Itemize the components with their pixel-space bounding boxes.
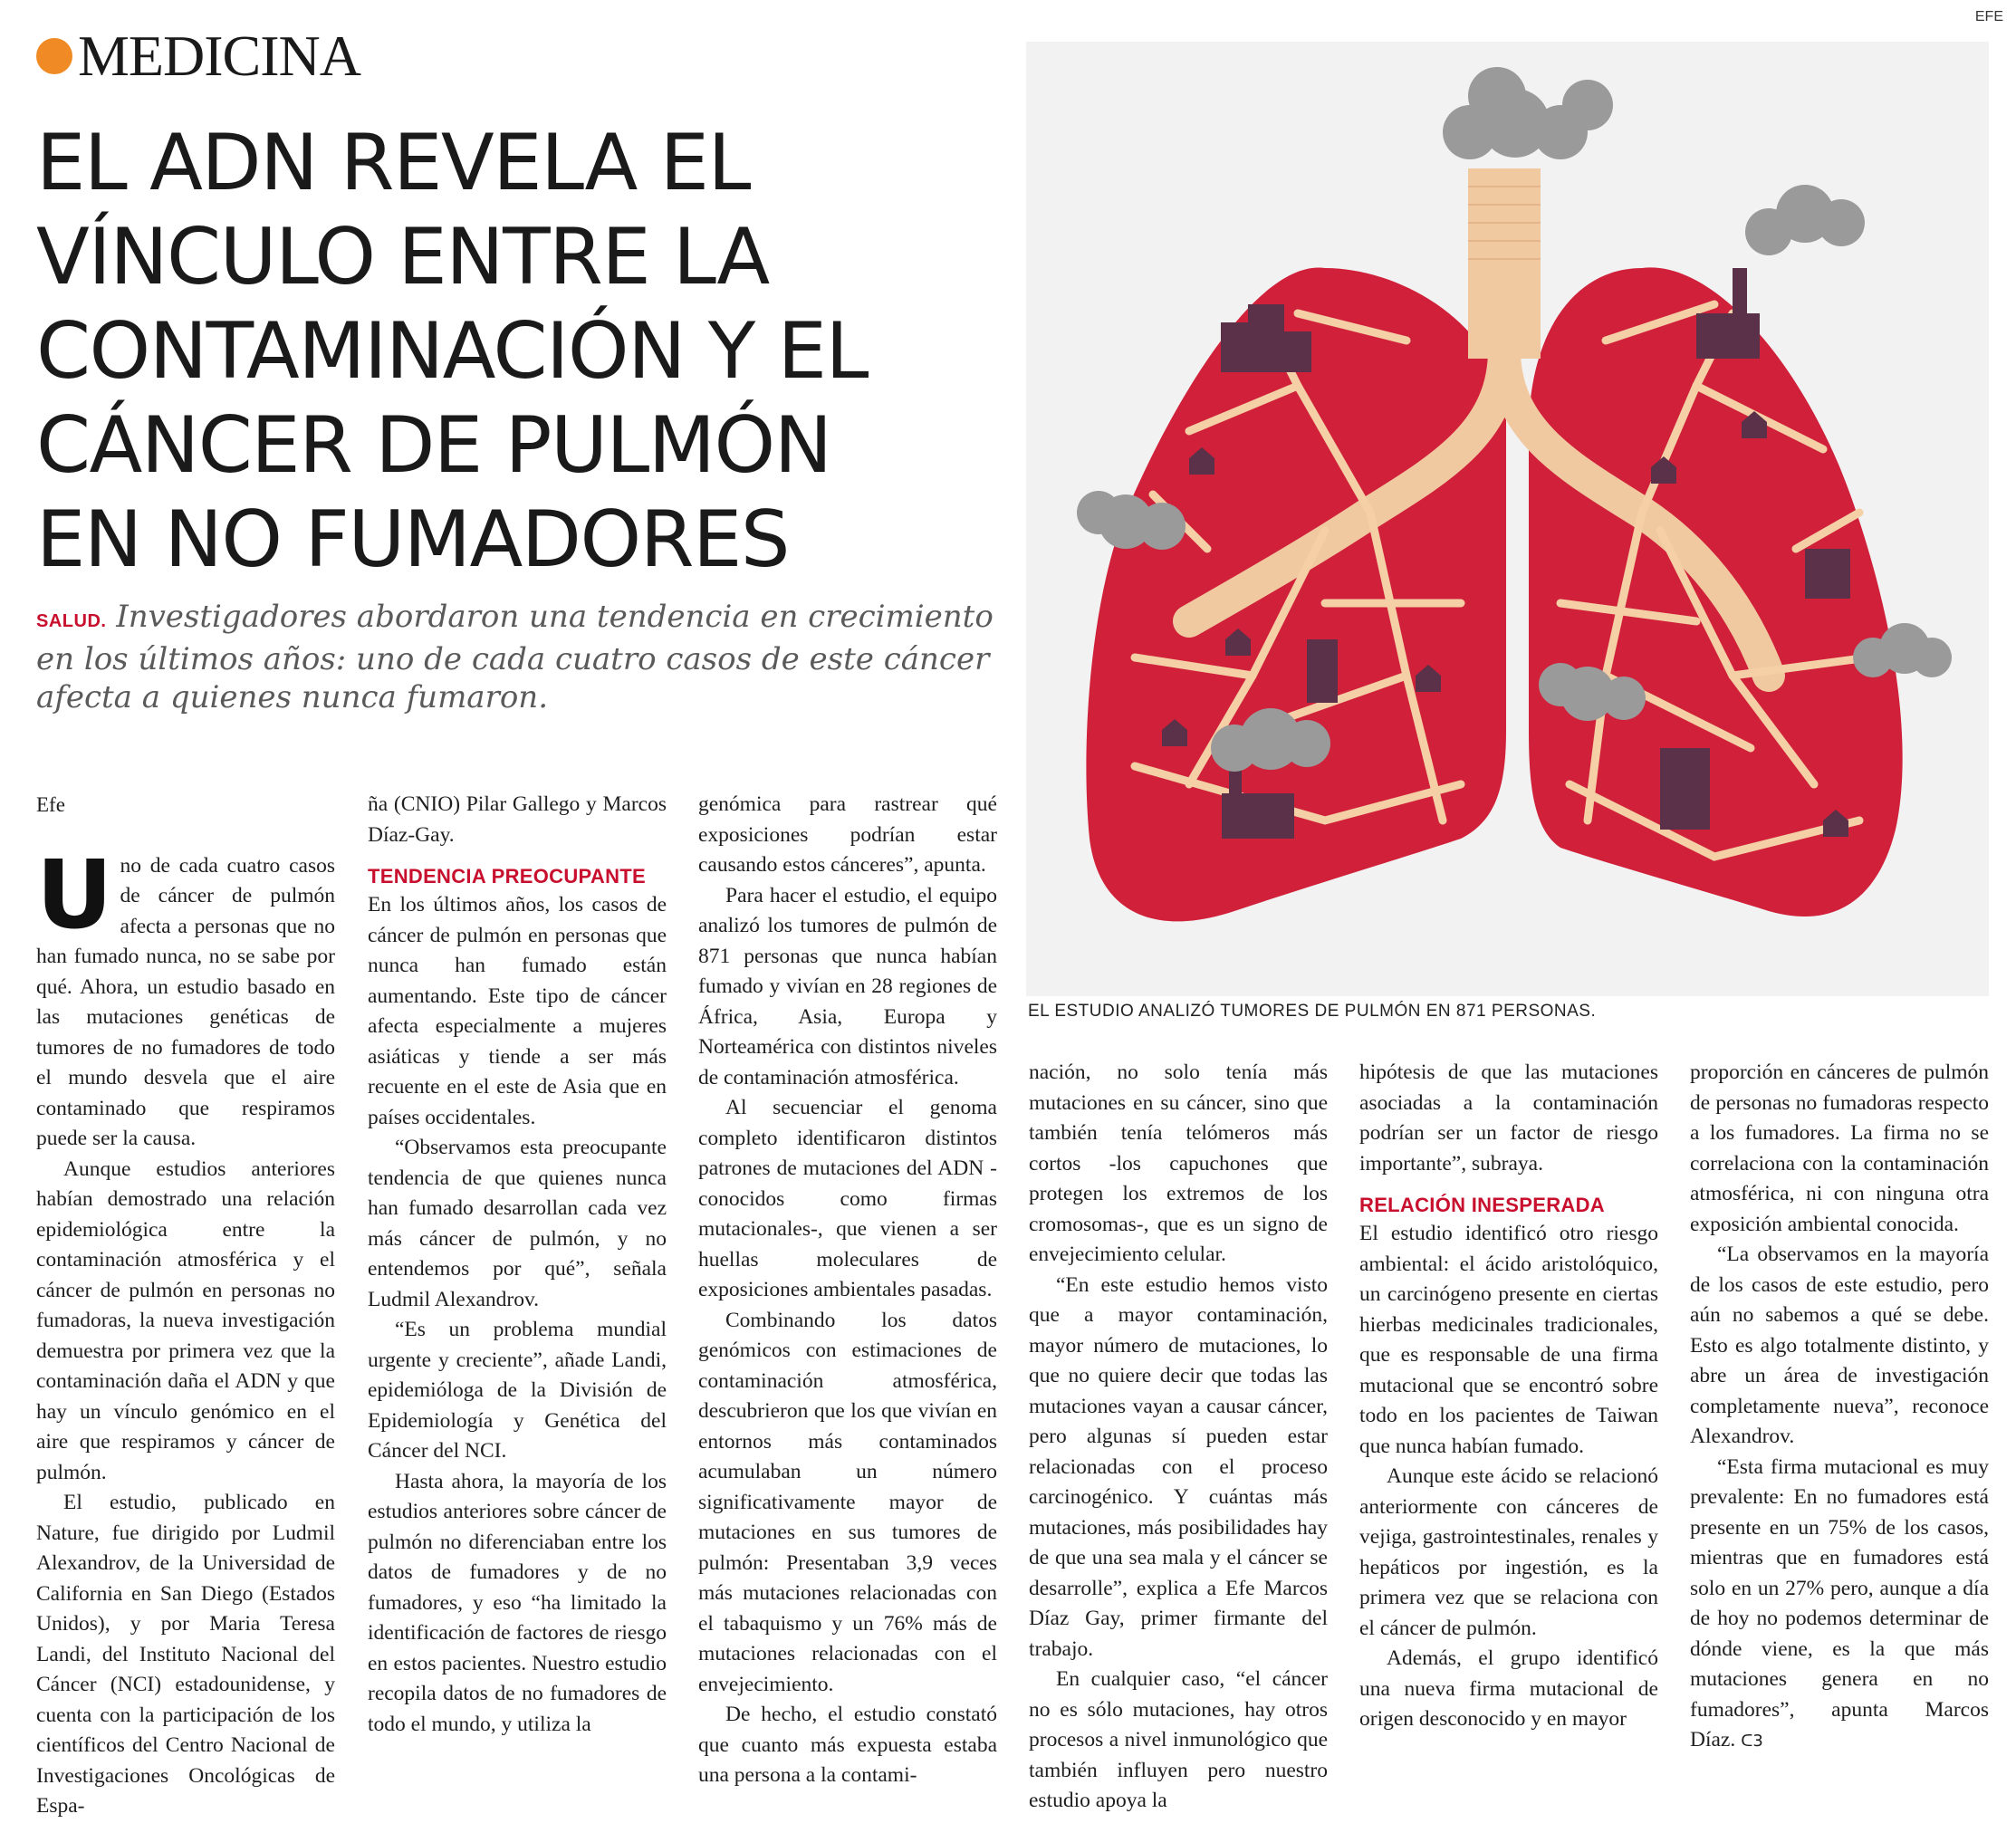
paragraph: De hecho, el estudio constató que cuanto más expuesta estaba una persona a la contami- bbox=[698, 1703, 997, 1787]
article-column-4 bbox=[1029, 1058, 1328, 1817]
paragraph: Además, el grupo identificó una nueva firma mutacional de origen desconocido y en mayor bbox=[1359, 1646, 1658, 1731]
paragraph: hipótesis de que las mutaciones asociadas a la contaminación podrían ser un factor de riesgo importante”, subraya. bbox=[1359, 1060, 1658, 1176]
subhead: RELACIÓN INESPERADA bbox=[1359, 1194, 1605, 1216]
image-caption: EL ESTUDIO ANALIZÓ TUMORES DE PULMÓN EN 871 PERSONAS. bbox=[1028, 1002, 1597, 1021]
article-column-6 bbox=[1690, 1058, 1989, 1757]
lungs-illustration bbox=[1026, 42, 1989, 996]
article-column-1 bbox=[36, 790, 335, 1822]
article-column-5 bbox=[1359, 1058, 1658, 1735]
byline: Efe bbox=[36, 793, 65, 816]
subhead: TENDENCIA PREOCUPANTE bbox=[368, 865, 646, 888]
headline bbox=[36, 116, 1023, 587]
section-dot-icon bbox=[36, 38, 72, 74]
lungs-illustration-svg bbox=[1026, 42, 1989, 996]
paragraph: Al secuenciar el genoma completo identificaron distintos patrones de mutaciones del ADN -conocidos como firmas mutacionales-, que vienen a ser huellas moleculares de exposiciones ambientales pasadas. bbox=[698, 1096, 997, 1301]
deck-tag: SALUD. bbox=[36, 611, 107, 631]
paragraph: Uno de cada cuatro casos de cáncer de pulmón afecta a personas que no han fumado nunca, no se sabe por qué. Ahora, un estudio basado en las mutaciones genéticas de tumores de no fumadores de todo el mundo desvela que el aire contaminado que respiramos puede ser la causa. bbox=[36, 839, 335, 1150]
headline-line: VÍNCULO ENTRE LA bbox=[36, 212, 769, 302]
paragraph: ña (CNIO) Pilar Gallego y Marcos Díaz-Gay. bbox=[368, 792, 667, 847]
headline-line: CONTAMINACIÓN Y EL bbox=[36, 306, 868, 397]
article-column-3 bbox=[698, 790, 997, 1791]
deck bbox=[36, 598, 996, 716]
paragraph: “En este estudio hemos visto que a mayor contaminación, mayor número de mutaciones, lo que no quiere decir que todas las mutaciones vayan a causar cáncer, pero algunas sí pueden estar relacionadas con el proceso carcinogénico. Y cuántas más mutaciones, más posibilidades hay de que una sea mala y el cáncer se desarrolle”, explica a Efe Marcos Díaz Gay, primer firmante del trabajo. bbox=[1029, 1272, 1328, 1661]
paragraph: Aunque estudios anteriores habían demostrado una relación epidemiológica entre la contaminación atmosférica y el cáncer de pulmón en personas no fumadoras, la nueva investigación demuestra por primera vez que la contaminación daña el ADN y que hay un vínculo genómico en el aire que respiramos y cáncer de pulmón. bbox=[36, 1156, 335, 1484]
paragraph: En los últimos años, los casos de cáncer de pulmón en personas que nunca han fumado están aumentando. Este tipo de cáncer afecta especialmente a mujeres asiáticas y tiende a ser más recuente en el este de Asia que en países occidentales. bbox=[368, 893, 667, 1129]
headline-line: EL ADN REVELA EL bbox=[36, 118, 750, 208]
end-mark-icon: ᑕ3 bbox=[1741, 1732, 1763, 1751]
paragraph: Combinando los datos genómicos con estimaciones de contaminación atmosférica, descubrieron que los que vivían en entornos más contaminados acumulaban un número significativamente mayor de mutaciones en sus tumores de pulmón: Presentaban 3,9 veces más mutaciones relacionadas con el tabaquismo y un 76% más de mutaciones relacionadas con el envejecimiento. bbox=[698, 1308, 997, 1696]
paragraph: El estudio, publicado en Nature, fue dirigido por Ludmil Alexandrov, de la Universidad de California en San Diego (Estados Unidos), y por Maria Teresa Landi, del Instituto Nacional del Cáncer (NCI) estadounidense, y cuenta con la participación de los científicos del Centro Nacional de Investigaciones Oncológicas de Espa- bbox=[36, 1491, 335, 1818]
paragraph: “La observamos en la mayoría de los casos de este estudio, pero aún no sabemos a qué se debe. Esto es algo totalmente distinto, y abre un área de investigación completamente nueva”, reconoce Alexandrov. bbox=[1690, 1243, 1989, 1448]
paragraph: “Es un problema mundial urgente y creciente”, añade Landi, epidemióloga de la División de Epidemiología y Genética del Cáncer del NCI. bbox=[368, 1318, 667, 1463]
photo-credit: EFE bbox=[1974, 9, 2003, 24]
paragraph: “Esta firma mutacional es muy prevalente: En no fumadores está presente en un 75% de los casos, mientras que en fumadores está solo en un 27% pero, aunque a día de hoy no podemos determinar de dónde viene, es la que más mutaciones genera en no fumadores”, apunta Marcos Díaz. ᑕ3 bbox=[1690, 1454, 1989, 1751]
paragraph: proporción en cánceres de pulmón de personas no fumadoras respecto a los fumadores. La firma no se correlaciona con la contaminación atmosférica, ni con ninguna otra exposición ambiental conocida. bbox=[1690, 1060, 1989, 1236]
paragraph: En cualquier caso, “el cáncer no es sólo mutaciones, hay otros procesos a nivel inmunológico que también influyen pero nuestro estudio apoya la bbox=[1029, 1667, 1328, 1812]
paragraph: Aunque este ácido se relacionó anteriormente con cánceres de vejiga, gastrointestinales, renales y hepáticos por ingestión, es la primera vez que se relaciona con el cáncer de pulmón. bbox=[1359, 1464, 1658, 1640]
paragraph: Para hacer el estudio, el equipo analizó los tumores de pulmón de 871 personas que nunca habían fumado y vivían en 28 regiones de África, Asia, Europa y Norteamérica con distintos niveles de contaminación atmosférica. bbox=[698, 883, 997, 1089]
deck-text: Investigadores abordaron una tendencia en crecimiento en los últimos años: uno de cada cuatro casos de este cáncer afecta a quienes nunca fumaron. bbox=[36, 599, 994, 715]
headline-line: EN NO FUMADORES bbox=[36, 494, 789, 585]
article-column-2 bbox=[368, 790, 667, 1740]
paragraph: Hasta ahora, la mayoría de los estudios anteriores sobre cáncer de pulmón no diferenciaban entre los datos de fumadores y de no fumadores, y eso “ha limitado la identificación de factores de riesgo en estos pacientes. Nuestro estudio recopila datos de no fumadores de todo el mundo, y utiliza la bbox=[368, 1469, 667, 1736]
headline-line: CÁNCER DE PULMÓN bbox=[36, 400, 831, 491]
paragraph: El estudio identificó otro riesgo ambiental: el ácido aristolóquico, un carcinógeno presente en ciertas hierbas medicinales tradicionales, que es responsable de una firma mutacional que se encontró sobre todo en los pacientes de Taiwan que nunca habían fumado. bbox=[1359, 1222, 1658, 1458]
paragraph: “Observamos esta preocupante tendencia de que quienes nunca han fumado desarrollan cada vez más cáncer de pulmón, y no entendemos por qué”, señala Ludmil Alexandrov. bbox=[368, 1136, 667, 1311]
section-label bbox=[36, 24, 360, 88]
paragraph: nación, no solo tenía más mutaciones en su cáncer, sino que también tenía telómeros más cortos -los capuchones que protegen los extremos de los cromosomas-, que es un signo de envejecimiento celular. bbox=[1029, 1060, 1328, 1266]
paragraph: genómica para rastrear qué exposiciones podrían estar causando estos cánceres”, apunta. bbox=[698, 792, 997, 877]
section-name: MEDICINA bbox=[78, 24, 360, 88]
dropcap: U bbox=[36, 839, 113, 950]
